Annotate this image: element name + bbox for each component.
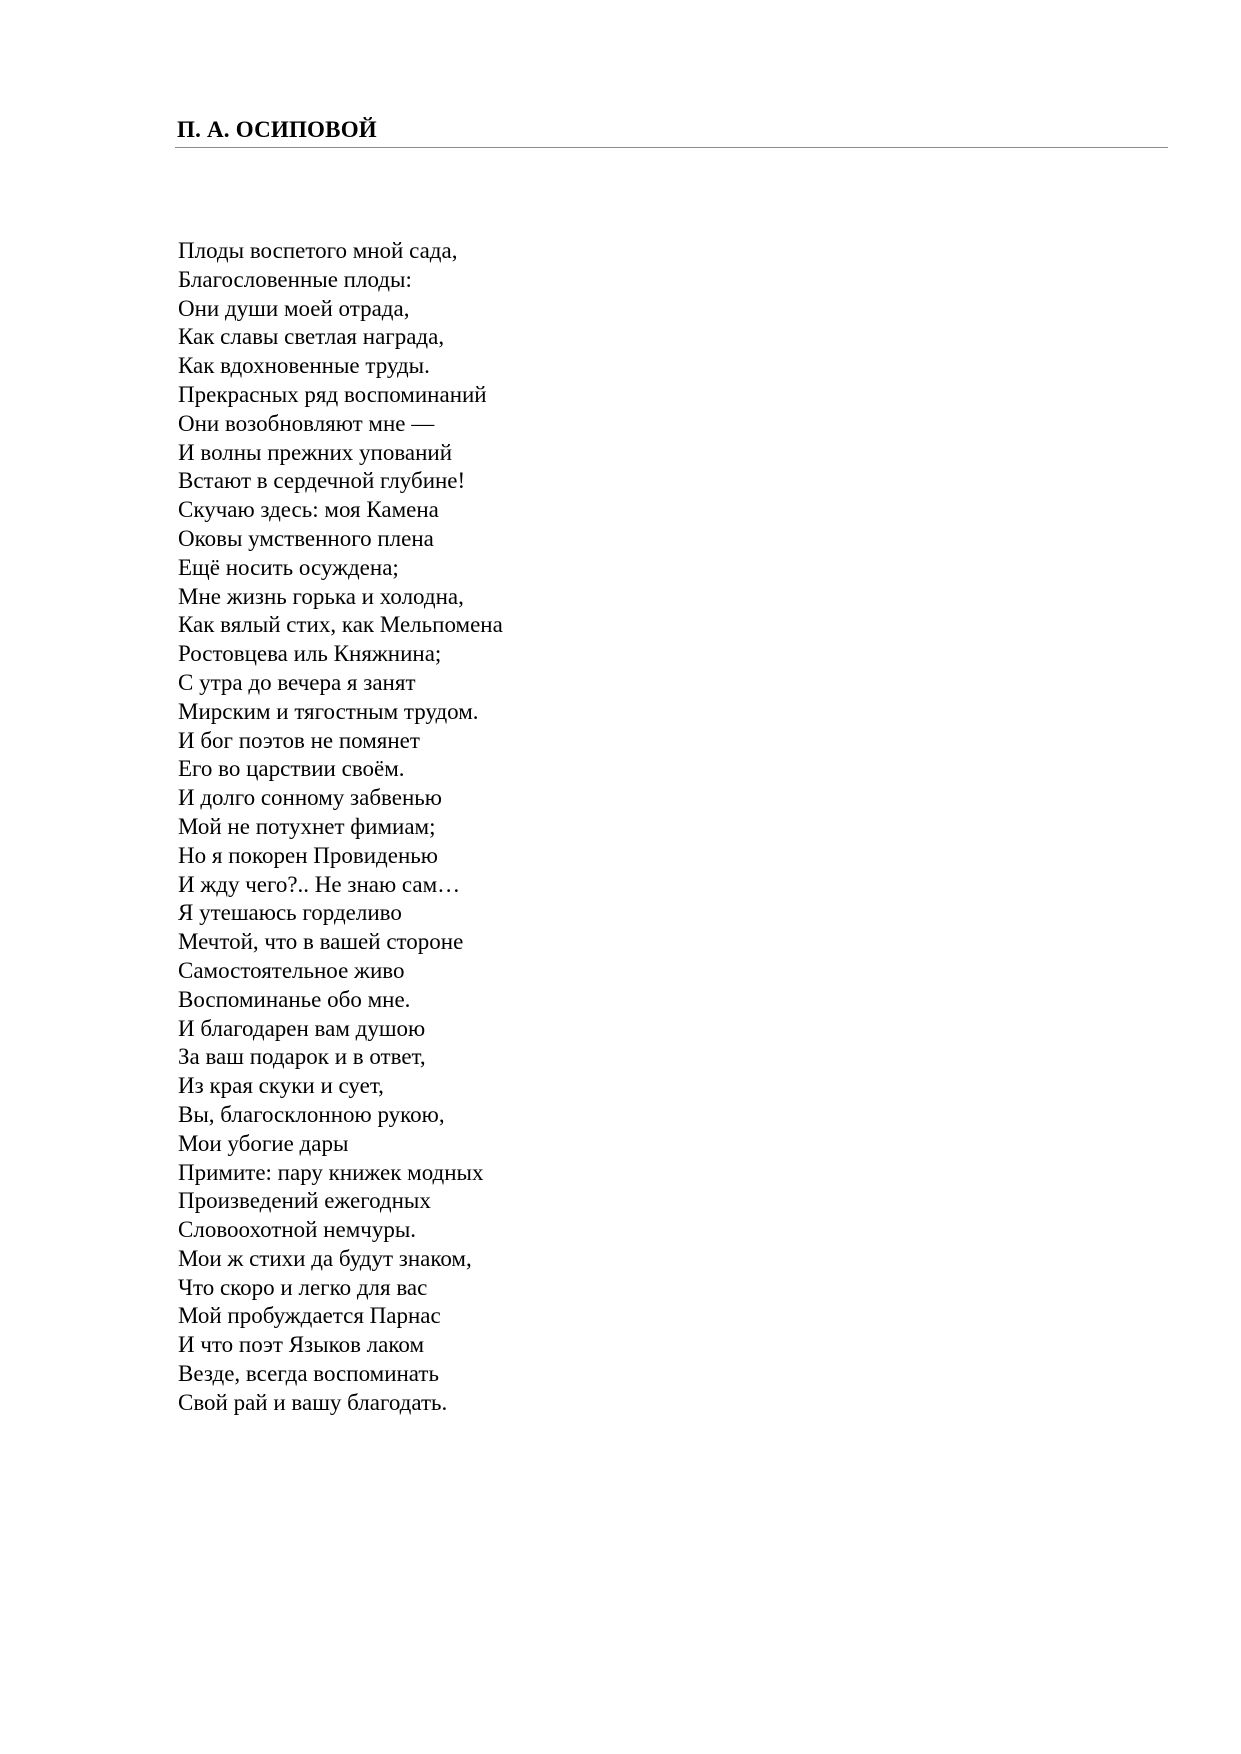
poem-line: Везде, всегда воспоминать — [178, 1361, 439, 1387]
poem-line: Мой пробуждается Парнас — [178, 1303, 441, 1329]
poem-line: Мне жизнь горька и холодна, — [178, 583, 464, 609]
poem-line: Свой рай и вашу благодать. — [178, 1389, 448, 1415]
poem-line: Мечтой, что в вашей стороне — [178, 929, 464, 955]
poem-line: И волны прежних упований — [178, 439, 453, 465]
poem-line: Как вдохновенные труды. — [178, 353, 430, 379]
poem-line: Вы, благосклонною рукою, — [178, 1101, 445, 1127]
poem-line: Мои ж стихи да будут знаком, — [178, 1245, 472, 1271]
poem-line: Мирским и тягостным трудом. — [178, 698, 479, 724]
poem-line: И бог поэтов не помянет — [178, 727, 420, 753]
poem-line: Мой не потухнет фимиам; — [178, 813, 436, 839]
poem-line: Его во царствии своём. — [178, 756, 405, 782]
poem-line: Они возобновляют мне — — [178, 410, 435, 436]
poem-line: За ваш подарок и в ответ, — [178, 1044, 426, 1070]
poem-line: Как славы светлая награда, — [178, 324, 445, 350]
poem-line: Оковы умственного плена — [178, 525, 434, 551]
poem-line: Мои убогие дары — [178, 1130, 349, 1156]
poem-line: Ещё носить осуждена; — [178, 554, 399, 580]
title-divider — [175, 147, 1168, 148]
poem-line: И что поэт Языков лаком — [178, 1332, 424, 1358]
poem-line: И долго сонному забвенью — [178, 785, 442, 811]
poem-line: Встают в сердечной глубине! — [178, 468, 466, 494]
poem-line: Ростовцева иль Княжнина; — [178, 641, 442, 667]
poem-line: Благословенные плоды: — [178, 266, 412, 292]
poem-line: Они души моей отрада, — [178, 295, 410, 321]
poem-line: Словоохотной немчуры. — [178, 1217, 417, 1243]
poem-line: Произведений ежегодных — [178, 1188, 431, 1214]
poem-line: И благодарен вам душою — [178, 1015, 426, 1041]
poem-line: Что скоро и легко для вас — [178, 1274, 428, 1300]
poem-line: Из края скуки и сует, — [178, 1073, 384, 1099]
poem-line: Воспоминанье обо мне. — [178, 986, 411, 1012]
poem-line: Плоды воспетого мной сада, — [178, 238, 458, 263]
poem-line: Как вялый стих, как Мельпомена — [178, 612, 503, 638]
poem-line: Скучаю здесь: моя Камена — [178, 497, 439, 523]
poem-line: И жду чего?.. Не знаю сам… — [178, 871, 461, 897]
poem-body — [178, 237, 503, 1418]
poem-line: Прекрасных ряд воспоминаний — [178, 381, 487, 407]
poem-line: Я утешаюсь горделиво — [178, 900, 402, 926]
poem-line: Самостоятельное живо — [178, 957, 405, 983]
poem-line: Примите: пару книжек модных — [178, 1159, 484, 1185]
poem-line: Но я покорен Провиденью — [178, 842, 438, 868]
page-title: П. А. ОСИПОВОЙ — [177, 117, 377, 142]
poem-line: С утра до вечера я занят — [178, 669, 416, 695]
